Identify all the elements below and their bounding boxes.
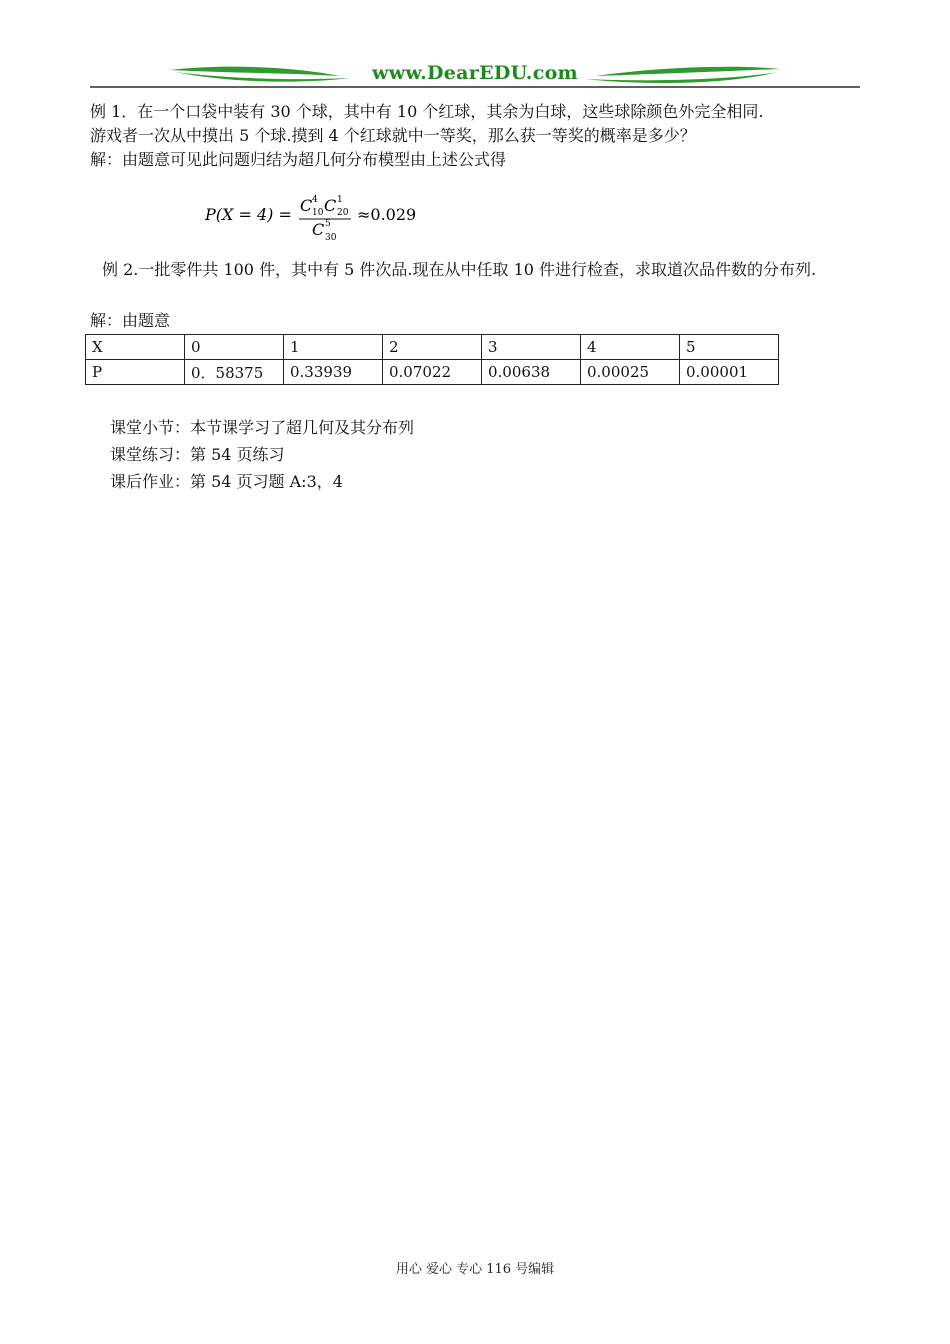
table-cell: 0.00638 (482, 360, 581, 385)
formula-num-c1-sup: 4 (312, 195, 318, 205)
formula-result: ≈0.029 (357, 205, 417, 224)
formula-num-c2: C (324, 196, 337, 215)
formula-lhs: P(X = 4) = (205, 205, 292, 224)
summary-line-3: 课后作业：第 54 页习题 A:3，4 (110, 472, 343, 491)
example-1-solution: 解：由题意可见此问题归结为超几何分布模型由上述公式得 (90, 150, 507, 169)
table-cell: 4 (581, 335, 680, 360)
formula-den-c: C (312, 220, 325, 239)
probability-formula (205, 190, 505, 246)
example-1 (90, 100, 865, 172)
formula-den-c-sup: 5 (325, 219, 331, 229)
table-cell: 2 (383, 335, 482, 360)
table-cell: 0.07022 (383, 360, 482, 385)
table-cell: X (86, 335, 185, 360)
header-banner (90, 56, 860, 90)
table-cell: 0.33939 (284, 360, 383, 385)
site-logo-text: www.DearEDU.com (372, 62, 578, 84)
summary-line-2: 课堂练习：第 54 页练习 (110, 445, 285, 464)
formula-num-c2-sub: 20 (337, 208, 349, 218)
formula-num-c1: C (300, 196, 313, 215)
example-2-solution: 解：由题意 (90, 311, 171, 330)
summary-line-1: 课堂小节：本节课学习了超几何及其分布列 (110, 418, 415, 437)
table-cell: 0．58375 (185, 360, 284, 385)
table-cell: 0 (185, 335, 284, 360)
formula-den-c-sub: 30 (325, 233, 337, 243)
table-cell: 5 (680, 335, 779, 360)
formula-graphic (205, 190, 505, 246)
lesson-summary (110, 414, 414, 495)
example-2-text: 例 2.一批零件共 100 件，其中有 5 件次品.现在从中任取 10 件进行检查，求取道次品件数的分布列. (102, 260, 817, 279)
table-cell: 0.00025 (581, 360, 680, 385)
table-row-p (86, 360, 779, 385)
table-cell: P (86, 360, 185, 385)
page-footer: 用心 爱心 专心 116 号编辑 (395, 1262, 555, 1277)
example-1-line-2: 游戏者一次从中摸出 5 个球.摸到 4 个红球就中一等奖，那么获一等奖的概率是多少？ (90, 126, 696, 145)
formula-num-c1-sub: 10 (312, 208, 324, 218)
table-cell: 0.00001 (680, 360, 779, 385)
example-1-line-1: 例 1．在一个口袋中装有 30 个球，其中有 10 个红球，其余为白球，这些球除颜色外完全相同. (90, 102, 764, 121)
distribution-table (85, 334, 779, 385)
table-cell: 1 (284, 335, 383, 360)
table-cell: 3 (482, 335, 581, 360)
table-row-x (86, 335, 779, 360)
formula-num-c2-sup: 1 (337, 195, 343, 205)
